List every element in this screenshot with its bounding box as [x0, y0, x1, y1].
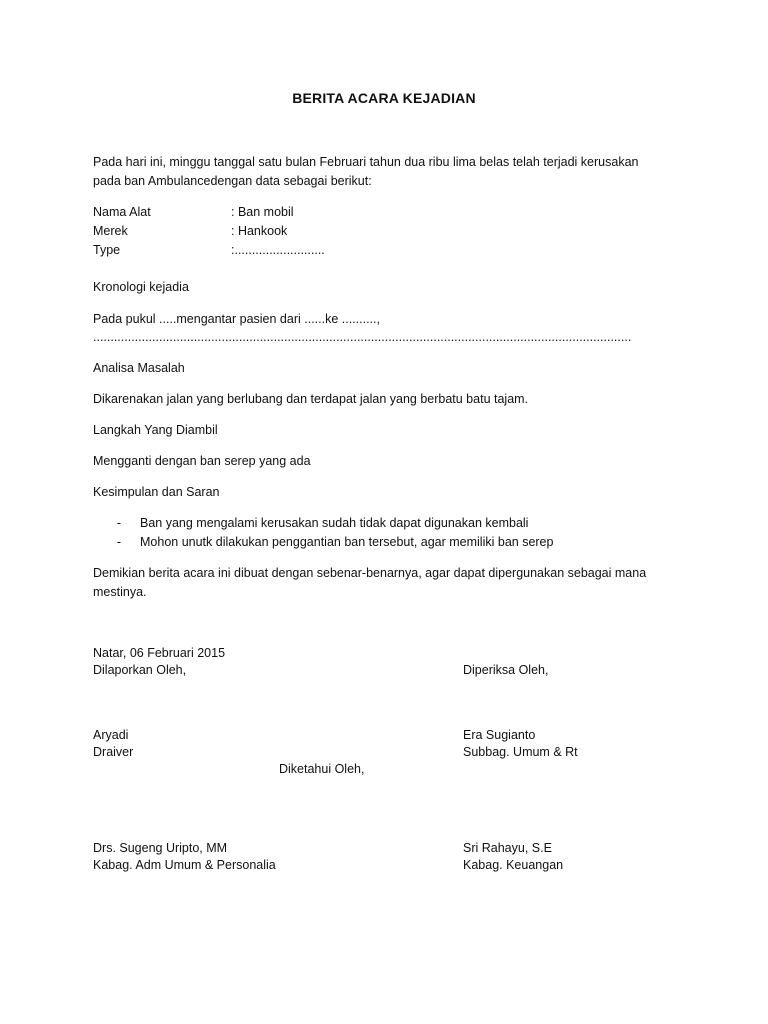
intro-line-1: Pada hari ini, minggu tanggal satu bulan Februari tahun dua ribu lima belas telah terjadi kerusakan: [93, 155, 639, 169]
field-label-nama-alat: Nama Alat: [93, 205, 151, 219]
reporter-name: Aryadi: [93, 728, 129, 742]
kronologi-heading: Kronologi kejadia: [93, 280, 189, 294]
checked-by-label: Diperiksa Oleh,: [463, 663, 549, 677]
kesimpulan-bullet-2: Mohon unutk dilakukan penggantian ban tersebut, agar memiliki ban serep: [140, 535, 554, 549]
field-label-merek: Merek: [93, 224, 128, 238]
intro-line-2: pada ban Ambulancedengan data sebagai berikut:: [93, 174, 372, 188]
document-title: BERITA ACARA KEJADIAN: [292, 90, 476, 106]
field-value-merek: : Hankook: [231, 224, 288, 238]
reported-by-label: Dilaporkan Oleh,: [93, 663, 187, 677]
bullet-dash-1: -: [116, 516, 122, 530]
checker-name: Era Sugianto: [463, 728, 536, 742]
analisa-text: Dikarenakan jalan yang berlubang dan terdapat jalan yang berbatu batu tajam.: [93, 392, 529, 406]
ack2-role: Kabag. Keuangan: [463, 858, 564, 872]
ack2-name: Sri Rahayu, S.E: [463, 841, 552, 855]
field-value-type: :..........................: [231, 243, 325, 257]
field-label-type: Type: [93, 243, 121, 257]
closing-line-2: mestinya.: [93, 585, 147, 599]
kesimpulan-heading: Kesimpulan dan Saran: [93, 485, 220, 499]
analisa-heading: Analisa Masalah: [93, 361, 185, 375]
acknowledged-label: Diketahui Oleh,: [279, 762, 365, 776]
kronologi-line-1: Pada pukul .....mengantar pasien dari ......ke ..........,: [93, 312, 380, 326]
langkah-heading: Langkah Yang Diambil: [93, 423, 218, 437]
reporter-role: Draiver: [93, 745, 134, 759]
ack1-name: Drs. Sugeng Uripto, MM: [93, 841, 228, 855]
field-value-nama-alat: : Ban mobil: [231, 205, 294, 219]
ack1-role: Kabag. Adm Umum & Personalia: [93, 858, 276, 872]
kesimpulan-bullet-1: Ban yang mengalami kerusakan sudah tidak dapat digunakan kembali: [140, 516, 529, 530]
langkah-text: Mengganti dengan ban serep yang ada: [93, 454, 311, 468]
closing-line-1: Demikian berita acara ini dibuat dengan sebenar-benarnya, agar dapat dipergunakan sebagai mana: [93, 566, 647, 580]
place-date: Natar, 06 Februari 2015: [93, 646, 226, 660]
checker-role: Subbag. Umum & Rt: [463, 745, 578, 759]
bullet-dash-2: -: [116, 535, 122, 549]
kronologi-line-2: ...........................................................................................................................................................: [93, 330, 632, 344]
